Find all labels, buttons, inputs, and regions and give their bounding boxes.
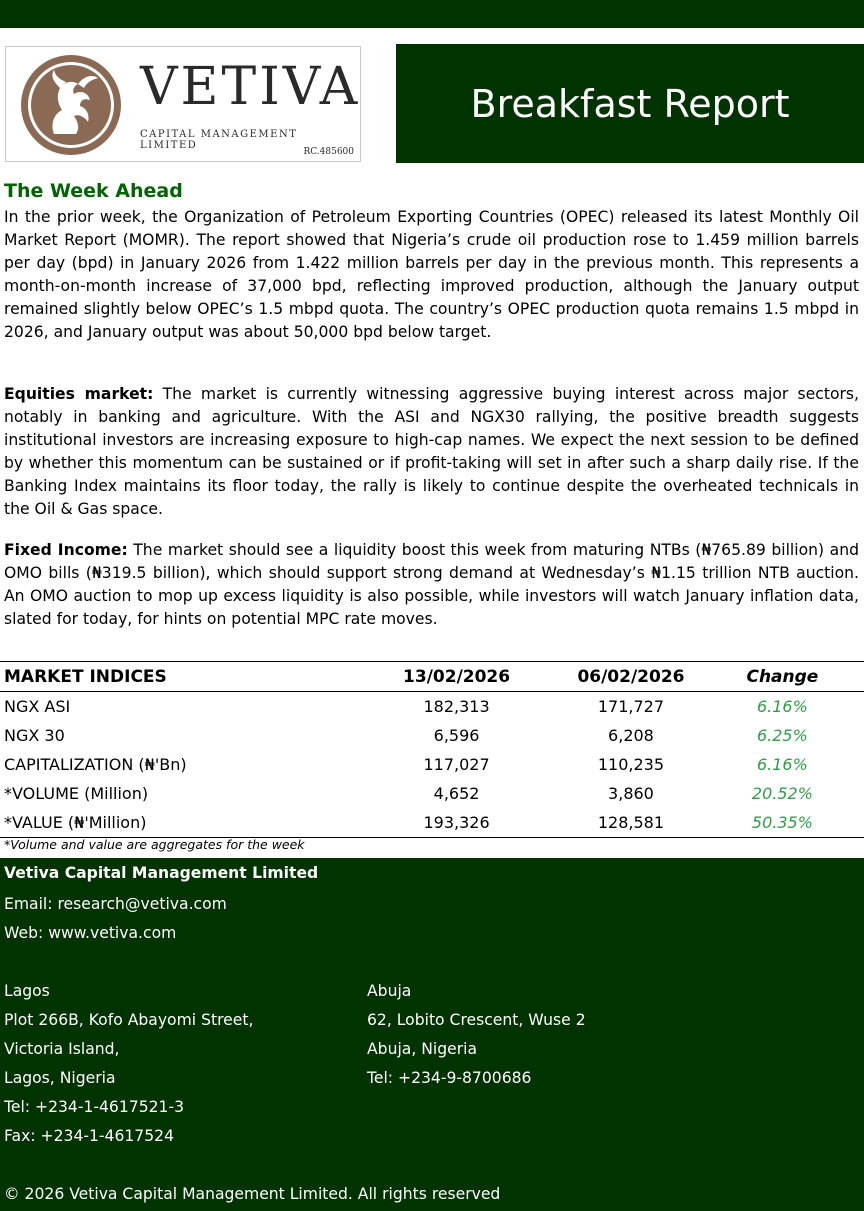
col-header-current-date: 13/02/2026 [403, 666, 511, 687]
market-indices-table [0, 661, 864, 838]
week-ahead-heading: The Week Ahead [4, 180, 183, 202]
week-ahead-intro: In the prior week, the Organization of Petroleum Exporting Countries (OPEC) released its latest Monthly Oil Market Report (MOMR). The report showed that Nigeria’s crude oil production rose to 1.459 million barrels per day (bpd) in January 2026 from 1.422 million barrels per day in the previous month. This represents a month-on-month increase of 37,000 bpd, reflecting improved production, although the January output remained slightly below OPEC’s 1.5 mbpd quota. The country’s OPEC production quota remains 1.5 mbpd in 2026, and January output was about 50,000 bpd below target. [4, 208, 859, 341]
abuja-tel: Tel: +234-9-8700686 [367, 1069, 532, 1087]
previous-value: 171,727 [597, 697, 665, 716]
footer-copyright: © 2026 Vetiva Capital Management Limited. All rights reserved [4, 1185, 501, 1203]
table-row [0, 750, 864, 779]
current-value: 117,027 [423, 755, 490, 774]
current-value: 6,596 [433, 726, 480, 745]
previous-value: 3,860 [608, 784, 654, 803]
footer-company: Vetiva Capital Management Limited [4, 864, 319, 882]
previous-value: 110,235 [597, 755, 665, 774]
brand-subtitle: CAPITAL MANAGEMENT LIMITED [140, 129, 298, 151]
lagos-city: Lagos [4, 982, 50, 1000]
index-name: *VOLUME (Million) [4, 784, 149, 803]
lagos-fax: Fax: +234-1-4617524 [4, 1127, 174, 1145]
col-header-change: Change [746, 666, 819, 687]
abuja-address-line2: Abuja, Nigeria [367, 1040, 478, 1058]
abuja-address-line1: 62, Lobito Crescent, Wuse 2 [367, 1011, 586, 1029]
col-header-previous-date: 06/02/2026 [577, 666, 685, 687]
equities-paragraph [4, 383, 859, 521]
table-row [0, 721, 864, 750]
current-value: 4,652 [433, 784, 480, 803]
top-bar [0, 0, 864, 28]
index-name: CAPITALIZATION (₦'Bn) [4, 755, 187, 774]
current-value: 182,313 [423, 697, 490, 716]
change-value: 20.52% [751, 784, 813, 803]
previous-value: 128,581 [597, 813, 665, 832]
brand-name: VETIVA [140, 57, 361, 117]
lagos-tel: Tel: +234-1-4617521-3 [4, 1098, 185, 1116]
table-row [0, 692, 864, 722]
abuja-city: Abuja [367, 982, 412, 1000]
change-value: 6.25% [756, 726, 808, 745]
index-name: NGX ASI [4, 697, 71, 716]
lagos-address-line3: Lagos, Nigeria [4, 1069, 116, 1087]
table-header-row [0, 662, 864, 692]
table-row [0, 808, 864, 838]
brand-rc-number: RC.485600 [303, 147, 354, 157]
change-value: 6.16% [756, 697, 808, 716]
table-footnote: *Volume and value are aggregates for the week [4, 837, 305, 852]
index-name: NGX 30 [4, 726, 65, 745]
col-header-indices: MARKET INDICES [4, 666, 167, 687]
fixed-income-lead: Fixed Income: [4, 541, 128, 559]
report-title: Breakfast Report [470, 81, 790, 126]
lagos-address-line2: Victoria Island, [4, 1040, 120, 1058]
change-value: 6.16% [756, 755, 808, 774]
previous-value: 6,208 [608, 726, 654, 745]
vetiva-logo [5, 46, 361, 162]
change-value: 50.35% [751, 813, 813, 832]
griffin-logo-icon [20, 54, 122, 156]
contact-footer [0, 858, 864, 1211]
fixed-income-text: The market should see a liquidity boost this week from maturing NTBs (₦765.89 billion) and OMO bills (₦319.5 billion), which should support strong demand at Wednesday’s ₦1.15 trillion NTB auction. An OMO auction to mop up excess liquidity is also possible, while investors will watch January inflation data, slated for today, for hints on potential MPC rate moves. [4, 541, 859, 628]
index-name: *VALUE (₦'Million) [4, 813, 147, 832]
lagos-address-line1: Plot 266B, Kofo Abayomi Street, [4, 1011, 254, 1029]
footer-email[interactable]: Email: research@vetiva.com [4, 895, 227, 913]
current-value: 193,326 [423, 813, 490, 832]
equities-text: The market is currently witnessing aggressive buying interest across major sectors, notably in banking and agriculture. With the ASI and NGX30 rallying, the positive breadth suggests institutional investors are increasing exposure to high-cap names. We expect the next session to be defined by whether this momentum can be sustained or if profit-taking will set in after such a sharp daily rise. If the Banking Index maintains its floor today, the rally is likely to continue despite the overheated technicals in the Oil & Gas space. [4, 385, 859, 518]
footer-web[interactable]: Web: www.vetiva.com [4, 924, 177, 942]
table-row [0, 779, 864, 808]
equities-lead: Equities market: [4, 385, 154, 403]
report-title-banner [396, 44, 864, 163]
fixed-income-paragraph [4, 539, 859, 631]
